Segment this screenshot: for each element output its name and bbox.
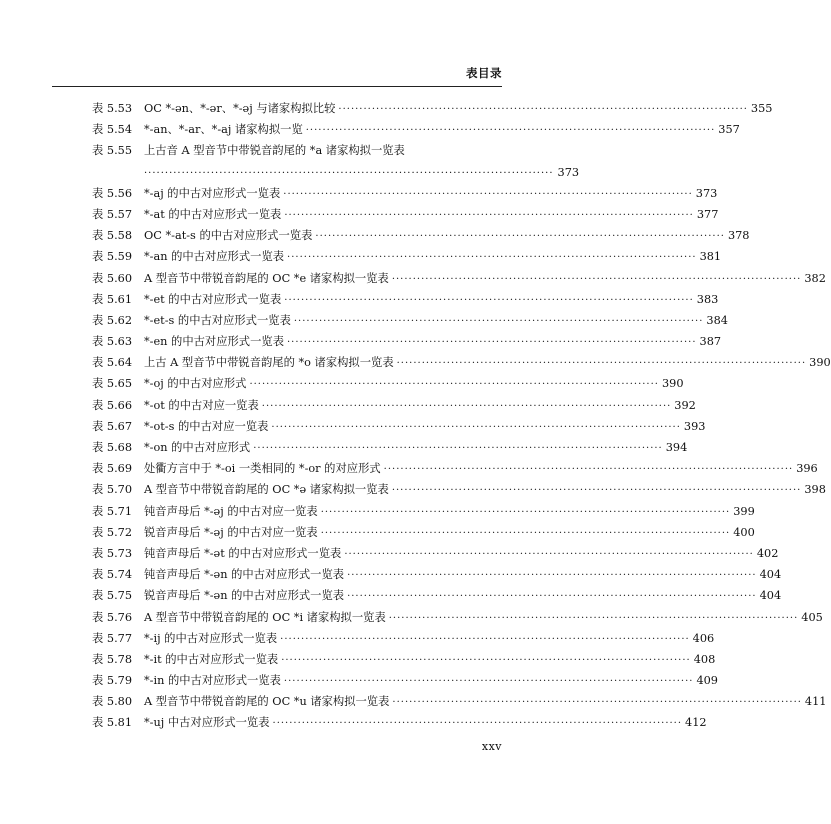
toc-entry[interactable]	[92, 331, 722, 352]
dot-leader: ··································································································	[396, 358, 807, 370]
toc-entry-page: 384	[706, 313, 728, 327]
toc-entry-number: 表 5.70	[92, 483, 133, 497]
toc-entry-page: 373	[557, 165, 580, 179]
toc-entry-title: *-it 的中古对应形式一览表	[144, 652, 279, 666]
toc-entry-title: *-uj 中古对应形式一览表	[144, 716, 270, 730]
toc-entry-title: *-oj 的中古对应形式	[144, 377, 247, 391]
toc-entry-page: 394	[665, 441, 688, 454]
toc-entry-title: *-aj 的中古对应形式一览表	[144, 186, 281, 200]
toc-entry-number: 表 5.80	[92, 695, 133, 709]
toc-entry-page: 377	[696, 207, 719, 221]
dot-leader: ··································································································	[320, 506, 731, 518]
header-rule	[52, 86, 502, 87]
toc-entry-page: 404	[759, 589, 782, 603]
toc-entry[interactable]	[92, 119, 740, 140]
toc-entry-title: A 型音节中带锐音韵尾的 OC *i 诸家构拟一览表	[144, 610, 386, 624]
toc-entry[interactable]	[92, 183, 718, 204]
dot-leader: ··································································································	[388, 612, 799, 624]
toc-entry[interactable]	[92, 204, 719, 225]
dot-leader: ··································································································	[383, 464, 794, 476]
toc-entry-page: 387	[699, 335, 722, 349]
dot-leader: ··································································································	[249, 379, 659, 391]
dot-leader: ··································································································	[338, 104, 748, 115]
toc-entry-number: 表 5.58	[92, 229, 133, 243]
toc-entry-page: 355	[750, 102, 773, 115]
toc-entry-page: 381	[699, 250, 722, 264]
toc-entry-page: 383	[696, 292, 719, 306]
toc-entry-title: *-at 的中古对应形式一览表	[144, 207, 282, 221]
toc-entry-page: 393	[683, 419, 706, 433]
toc-entry-page: 357	[718, 123, 740, 137]
dot-leader: ··································································································	[392, 697, 802, 709]
toc-entry[interactable]	[92, 670, 718, 691]
toc-entry-page: 408	[693, 652, 716, 666]
toc-entry-title: 上古 A 型音节中带锐音韵尾的 *o 诸家构拟一览表	[144, 356, 394, 370]
toc-entry[interactable]	[92, 479, 826, 500]
toc-entry-page: 402	[756, 546, 779, 560]
toc-entry[interactable]	[92, 225, 750, 246]
toc-entry-page: 409	[696, 674, 718, 688]
toc-entry[interactable]	[92, 543, 779, 564]
toc-entry-page: 392	[674, 398, 696, 412]
toc-entry-title: *-et 的中古对应形式一览表	[144, 292, 282, 306]
toc-entry-title: *-ij 的中古对应形式一览表	[144, 631, 278, 645]
toc-entry-number: 表 5.55	[92, 144, 133, 158]
toc-entry-page: 390	[661, 377, 684, 391]
toc-entry[interactable]	[92, 395, 696, 416]
toc-entry-page: 373	[695, 186, 718, 200]
toc-entry-number: 表 5.65	[92, 377, 133, 391]
toc-entry-number: 表 5.57	[92, 207, 133, 221]
dot-leader: ··································································································	[281, 654, 691, 666]
toc-entry-title: OC *-at-s 的中古对应形式一览表	[144, 229, 313, 243]
toc-entry-number: 表 5.76	[92, 610, 133, 624]
toc-entry[interactable]	[92, 140, 476, 161]
dot-leader: ··································································································	[293, 315, 704, 327]
dot-leader: ··································································································	[320, 527, 731, 539]
toc-entry-page: 412	[685, 716, 707, 730]
dot-leader: ··································································································	[272, 718, 683, 730]
dot-leader: ··································································································	[253, 443, 663, 454]
toc-entry-number: 表 5.53	[92, 102, 133, 115]
toc-entry[interactable]	[92, 628, 715, 649]
toc-entry-page: 382	[804, 271, 826, 285]
toc-entry-number: 表 5.74	[92, 568, 133, 582]
toc-entry-title: *-et-s 的中古对应形式一览表	[144, 313, 291, 327]
dot-leader: ··································································································	[271, 421, 681, 433]
toc-entry-number: 表 5.67	[92, 419, 133, 433]
toc-entry-title: *-ot 的中古对应一览表	[144, 398, 259, 412]
dot-leader: ··································································································	[347, 570, 757, 582]
toc-entry-page: 404	[759, 568, 782, 582]
toc-entry-title: 钝音声母后 *-ən 的中古对应形式一览表	[144, 568, 345, 582]
toc-entry-number: 表 5.77	[92, 631, 133, 645]
toc-entry-number: 表 5.60	[92, 271, 133, 285]
dot-leader: ··································································································	[391, 273, 802, 285]
toc-entry-page: 405	[801, 610, 823, 624]
dot-leader: ··································································································	[287, 252, 697, 264]
toc-entry-page: 396	[796, 462, 818, 476]
toc-entry-title: *-an 的中古对应形式一览表	[144, 250, 285, 264]
dot-leader: ··································································································	[344, 548, 754, 560]
toc-entry-page: 399	[733, 504, 755, 518]
toc-entry-number: 表 5.78	[92, 652, 133, 666]
toc-entry-title: A 型音节中带锐音韵尾的 OC *ə 诸家构拟一览表	[144, 483, 389, 497]
toc-entry-number: 表 5.68	[92, 441, 133, 454]
toc-entry[interactable]	[92, 522, 755, 543]
toc-entry-number: 表 5.64	[92, 356, 133, 370]
dot-leader: ··································································································	[347, 591, 757, 603]
toc-entry-number: 表 5.73	[92, 546, 133, 560]
toc-entry[interactable]	[92, 437, 688, 458]
toc-entry[interactable]	[92, 98, 773, 119]
toc-entry-page: 411	[804, 695, 827, 709]
toc-entry-number: 表 5.81	[92, 716, 133, 730]
toc-entry-title: *-on 的中古对应形式	[144, 441, 251, 454]
toc-entry-title: *-ot-s 的中古对应一览表	[144, 419, 269, 433]
toc-entry-title: 锐音声母后 *-ən 的中古对应形式一览表	[144, 589, 345, 603]
toc-entry-number: 表 5.54	[92, 123, 133, 137]
toc-entry-title: 锐音声母后 *-əj 的中古对应一览表	[144, 525, 318, 539]
toc-entry-number: 表 5.63	[92, 335, 133, 349]
toc-entry[interactable]	[92, 691, 827, 712]
toc-entry[interactable]	[92, 289, 719, 310]
dot-leader: ··································································································	[284, 294, 694, 306]
toc-entry[interactable]	[92, 352, 831, 373]
toc-entry-title: OC *-ən、*-ər、*-əj 与诸家构拟比较	[144, 102, 336, 115]
toc-entry-number: 表 5.72	[92, 525, 133, 539]
toc-entry-title: *-an、*-ar、*-aj 诸家构拟一览	[144, 123, 303, 137]
toc-entry-number: 表 5.62	[92, 313, 133, 327]
toc-entry-title: 上古音 A 型音节中带锐音韵尾的 *a 诸家构拟一览表	[144, 144, 405, 158]
toc-entry[interactable]	[92, 607, 823, 628]
toc-entry-continuation	[92, 162, 580, 183]
dot-leader: ··································································································	[283, 188, 693, 200]
toc-entry-page: 378	[727, 229, 750, 243]
toc-entry[interactable]	[92, 416, 706, 437]
toc-entry[interactable]	[92, 501, 755, 522]
toc-entry[interactable]	[92, 649, 716, 670]
toc-entry-page: 398	[804, 483, 826, 497]
toc-entry-page: 400	[733, 525, 755, 539]
toc-entry-number: 表 5.59	[92, 250, 133, 264]
toc-entry-number: 表 5.71	[92, 504, 133, 518]
toc-entry-number: 表 5.75	[92, 589, 133, 603]
toc-entry-title: *-in 的中古对应形式一览表	[144, 674, 281, 688]
toc-entry[interactable]	[92, 310, 728, 331]
toc-entry-title: *-en 的中古对应形式一览表	[144, 335, 284, 349]
toc-entry[interactable]	[92, 458, 818, 479]
dot-leader: ··································································································	[283, 676, 694, 688]
toc-entry-number: 表 5.66	[92, 398, 133, 412]
toc-entry-number: 表 5.79	[92, 674, 133, 688]
table-of-contents-list	[92, 98, 831, 734]
toc-entry-title: 钝音声母后 *-ət 的中古对应形式一览表	[144, 546, 342, 560]
toc-entry-title: 钝音声母后 *-əj 的中古对应一览表	[144, 504, 318, 518]
dot-leader: ··································································································	[305, 125, 716, 137]
toc-entry[interactable]	[92, 268, 826, 289]
toc-entry[interactable]	[92, 585, 782, 606]
dot-leader: ··································································································	[280, 633, 690, 645]
toc-entry-page: 406	[692, 631, 715, 645]
toc-entry[interactable]	[92, 373, 684, 394]
dot-leader: ··································································································	[144, 167, 554, 179]
toc-entry-number: 表 5.56	[92, 186, 133, 200]
toc-entry[interactable]	[92, 246, 722, 267]
toc-entry[interactable]	[92, 712, 707, 733]
dot-leader: ··································································································	[287, 337, 697, 349]
dot-leader: ··································································································	[391, 485, 802, 497]
toc-entry-number: 表 5.61	[92, 292, 133, 306]
toc-entry-number: 表 5.69	[92, 462, 133, 476]
dot-leader: ··································································································	[315, 231, 725, 243]
page-number: xxv	[481, 740, 502, 753]
toc-entry-title: A 型音节中带锐音韵尾的 OC *e 诸家构拟一览表	[144, 271, 389, 285]
toc-entry-page: 390	[809, 356, 831, 370]
toc-entry-title: 处衢方言中于 *-oi 一类相同的 *-or 的对应形式	[144, 462, 381, 476]
toc-entry[interactable]	[92, 564, 782, 585]
toc-entry-title: A 型音节中带锐音韵尾的 OC *u 诸家构拟一览表	[144, 695, 390, 709]
running-header: 表目录	[466, 66, 502, 80]
dot-leader: ··································································································	[284, 209, 694, 221]
dot-leader: ··································································································	[261, 400, 672, 412]
